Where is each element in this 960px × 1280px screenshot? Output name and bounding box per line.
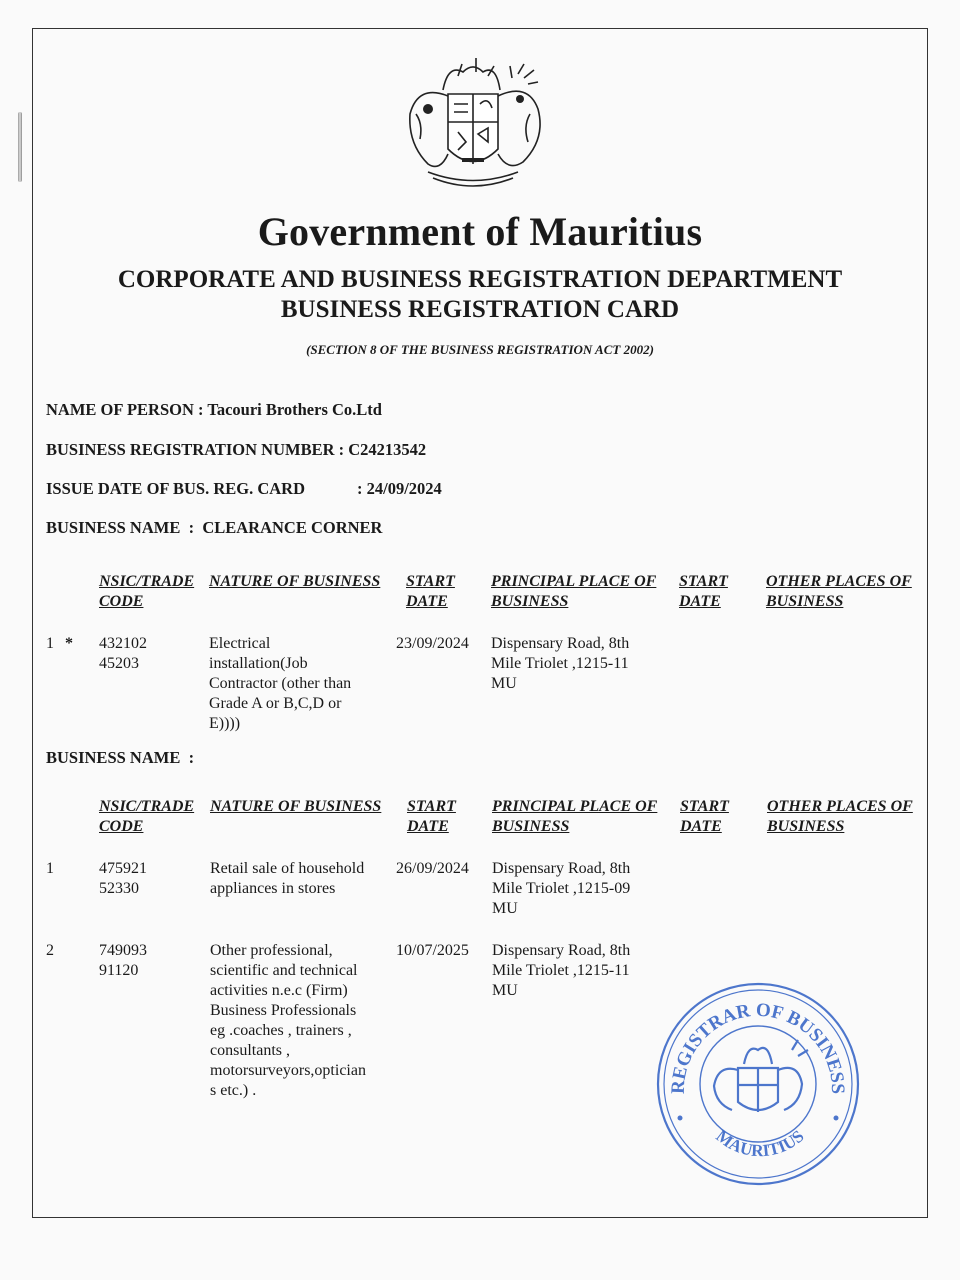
col-principal-line2: BUSINESS: [491, 593, 569, 610]
department-name: CORPORATE AND BUSINESS REGISTRATION DEPARTMENT: [117, 266, 843, 293]
col-nature-header: NATURE OF BUSINESS: [210, 798, 382, 815]
row-principal-place: [492, 859, 630, 919]
col-other-line1: OTHER PLACES OF: [766, 573, 912, 590]
row-principal-place: [492, 941, 630, 1001]
issue-date-value: : 24/09/2024: [357, 479, 442, 498]
business-name-second: BUSINESS NAME :: [46, 748, 195, 767]
col-other-line1: OTHER PLACES OF: [767, 798, 913, 815]
card-title: BUSINESS REGISTRATION CARD: [280, 296, 680, 323]
row-principal-place: [491, 634, 629, 694]
col-code-line1: NSIC/TRADE: [99, 573, 195, 590]
col-other-header: [766, 572, 912, 612]
row-start-date: 26/09/2024: [396, 860, 469, 877]
col-start2-header: [679, 572, 728, 612]
col-start2-line1: START: [680, 798, 729, 815]
code-line: 475921: [99, 860, 147, 877]
row-nature: [209, 634, 351, 734]
col-start-header: [407, 797, 456, 837]
nature-line: activities n.e.c (Firm): [210, 982, 348, 999]
col-other-line2: BUSINESS: [766, 593, 844, 610]
col-code-header: [99, 572, 194, 612]
code-line: 749093: [99, 942, 147, 959]
row-number: 2: [46, 942, 54, 959]
row-code: [99, 859, 147, 899]
row-number: 1: [46, 635, 54, 652]
nature-line: scientific and technical: [210, 962, 358, 979]
nature-line: s etc.) .: [210, 1082, 257, 1099]
nature-line: Grade A or B,C,D or: [209, 695, 342, 712]
code-line: 52330: [99, 880, 139, 897]
principal-line: MU: [492, 900, 518, 917]
col-principal-header: [492, 797, 657, 837]
col-start2-line1: START: [679, 573, 728, 590]
col-principal-line2: BUSINESS: [492, 818, 570, 835]
principal-line: Mile Triolet ,1215-09: [492, 880, 631, 897]
col-other-header: [767, 797, 913, 837]
principal-line: MU: [491, 675, 517, 692]
col-start-line2: DATE: [406, 593, 448, 610]
business-registration-number: BUSINESS REGISTRATION NUMBER : C24213542: [46, 440, 427, 459]
col-other-line2: BUSINESS: [767, 818, 845, 835]
registrar-seal-stamp: [652, 978, 864, 1190]
government-heading: Government of Mauritius: [257, 209, 703, 254]
nature-line: Retail sale of household: [210, 860, 365, 877]
col-start-line2: DATE: [407, 818, 449, 835]
principal-line: Mile Triolet ,1215-11: [491, 655, 629, 672]
row-nature: [210, 859, 364, 899]
nature-line: eg .coaches , trainers ,: [210, 1022, 352, 1039]
col-principal-header: [491, 572, 656, 612]
col-code-line2: CODE: [99, 593, 144, 610]
row-number: 1: [46, 860, 54, 877]
row-nature: [210, 941, 366, 1101]
col-code-line1: NSIC/TRADE: [99, 798, 195, 815]
nature-line: motorsurveyors,optician: [210, 1062, 366, 1079]
code-line: 45203: [99, 655, 139, 672]
nature-line: installation(Job: [209, 655, 308, 672]
col-start2-header: [680, 797, 729, 837]
col-nature-header: NATURE OF BUSINESS: [209, 573, 381, 590]
col-principal-line1: PRINCIPAL PLACE OF: [491, 573, 657, 590]
principal-line: MU: [492, 982, 518, 999]
principal-line: Dispensary Road, 8th: [492, 942, 631, 959]
row-start-date: 23/09/2024: [396, 635, 469, 652]
nature-line: Contractor (other than: [209, 675, 352, 692]
nature-line: consultants ,: [210, 1042, 290, 1059]
row-code: [99, 941, 147, 981]
col-start-line1: START: [406, 573, 455, 590]
nature-line: Other professional,: [210, 942, 333, 959]
nature-line: Electrical: [209, 635, 271, 652]
business-name-clearance-corner: BUSINESS NAME : CLEARANCE CORNER: [46, 518, 383, 537]
col-code-line2: CODE: [99, 818, 144, 835]
principal-line: Dispensary Road, 8th: [492, 860, 631, 877]
issue-date-label: ISSUE DATE OF BUS. REG. CARD: [46, 479, 306, 498]
col-start-header: [406, 572, 455, 612]
code-line: 91120: [99, 962, 139, 979]
nature-line: Business Professionals: [210, 1002, 357, 1019]
row-start-date: 10/07/2025: [396, 942, 469, 959]
department-heading: [0, 265, 960, 325]
principal-line: Mile Triolet ,1215-11: [492, 962, 630, 979]
row-star-marker: *: [65, 635, 73, 652]
section-reference: (SECTION 8 OF THE BUSINESS REGISTRATION ACT 2002): [306, 342, 654, 357]
staple-mark: [18, 112, 22, 182]
nature-line: E)))): [209, 715, 241, 732]
col-principal-line1: PRINCIPAL PLACE OF: [492, 798, 658, 815]
seal-top-text: REGISTRAR OF BUSINESS: [667, 999, 849, 1095]
col-start-line1: START: [407, 798, 456, 815]
name-of-person: NAME OF PERSON : Tacouri Brothers Co.Ltd: [46, 400, 382, 419]
col-code-header: [99, 797, 194, 837]
principal-line: Dispensary Road, 8th: [491, 635, 630, 652]
seal-bottom-text: MAURITIUS: [712, 1126, 808, 1161]
row-code: [99, 634, 147, 674]
coat-of-arms-emblem: [388, 54, 558, 194]
code-line: 432102: [99, 635, 147, 652]
nature-line: appliances in stores: [210, 880, 336, 897]
col-start2-line2: DATE: [680, 818, 722, 835]
col-start2-line2: DATE: [679, 593, 721, 610]
